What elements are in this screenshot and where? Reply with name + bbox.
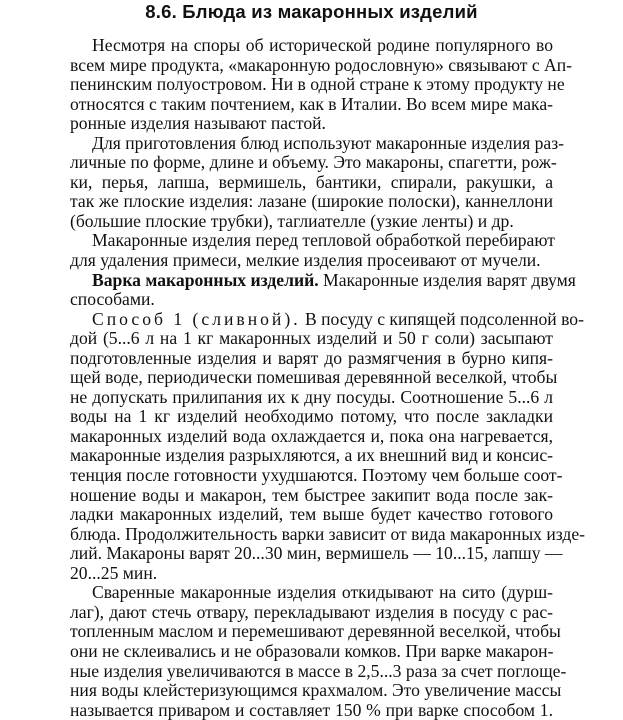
text-line-runin (70, 269, 576, 291)
text-line: личные по форме, длине и объему. Это макароны, спагетти, рож- (70, 152, 557, 173)
text-line: топленным маслом и перемешивают деревянной веселкой, чтобы (70, 621, 561, 642)
text-line: ношение воды и макарон, тем быстрее закипит вода после зак- (70, 484, 553, 505)
text-line: 20...25 мин. (70, 562, 158, 583)
text-line: (большие плоские трубки), таглиателле (узкие ленты) и др. (70, 210, 514, 231)
text-line: макаронных изделий вода охлаждается и, пока она нагревается, (70, 425, 553, 446)
text-line: подготовленные изделия и варят до размягчения в бурно кипя- (70, 347, 553, 368)
text-line: макаронные изделия разрыхляются, а их внешний вид и консис- (70, 445, 553, 466)
text-line: Сваренные макаронные изделия откидывают на сито (дурш- (92, 582, 553, 603)
text-line: лий. Макароны варят 20...30 мин, вермишель — 10...15, лапшу — (70, 543, 563, 564)
runin-rest: Макаронные изделия варят двумя (323, 269, 576, 290)
text-line: Несмотря на споры об исторической родине популярного во (92, 35, 553, 55)
text-line: пенинским полуостровом. Ни в одной стране к этому продукту не (70, 74, 565, 95)
body-text (70, 35, 586, 720)
text-line: дой (5...6 л на 1 кг макаронных изделий и 50 г соли) засыпают (70, 328, 553, 349)
text-line: лаг), дают стечь отвару, перекладывают изделия в посуду с рас- (70, 601, 553, 622)
text-line-method (70, 308, 584, 330)
text-line: всем мире продукта, «макаронную родословную» связывают с Ап- (70, 54, 573, 75)
text-line: щей воде, периодически помешивая деревянной веселкой, чтобы (70, 367, 558, 388)
text-line: ния воды клейстеризующимся крахмалом. Это увеличение массы (70, 680, 562, 701)
text-line: не допускать прилипания их к дну посуды. Соотношение 5...6 л (70, 386, 553, 407)
text-line: блюда. Продолжительность варки зависит от вида макаронных изде- (70, 523, 586, 544)
bold-heading: Варка макаронных изделий. (92, 269, 319, 290)
method-rest: В посуду с кипящей подсоленной во- (305, 308, 584, 329)
text-line: так же плоские изделия: лазане (широкие полоски), каннеллони (70, 191, 553, 212)
text-line: они не склеивались и не образовали комков. При варке макарон- (70, 640, 554, 661)
text-line: ные изделия увеличиваются в массе в 2,5...3 раза за счет поглоще- (70, 660, 567, 681)
method-label: Способ 1 (сливной). (92, 308, 301, 329)
text-line: Для приготовления блюд используют макаронные изделия раз- (92, 132, 565, 153)
text-line: тенция после готовности ухудшаются. Поэтому чем больше соот- (70, 465, 563, 486)
text-line: Макаронные изделия перед тепловой обработкой перебирают (92, 230, 555, 251)
text-line: ронные изделия называют пастой. (70, 113, 326, 134)
text-line: ки, перья, лапша, вермишель, бантики, спирали, ракушки, а (70, 171, 553, 192)
section-title: 8.6. Блюда из макаронных изделий (145, 1, 478, 22)
text-line: для удаления примеси, мелкие изделия просеивают от мучели. (70, 250, 541, 271)
text-line: ладки макаронных изделий, тем выше будет качество готового (70, 504, 553, 525)
text-line: воды на 1 кг изделий необходимо потому, что после закладки (70, 406, 553, 427)
text-line: способами. (70, 289, 155, 310)
text-line: называется приваром и составляет 150 % при варке способом 1. (70, 699, 553, 720)
text-line: относятся с таким почтением, как в Италии. Во всем мире мака- (70, 93, 553, 114)
